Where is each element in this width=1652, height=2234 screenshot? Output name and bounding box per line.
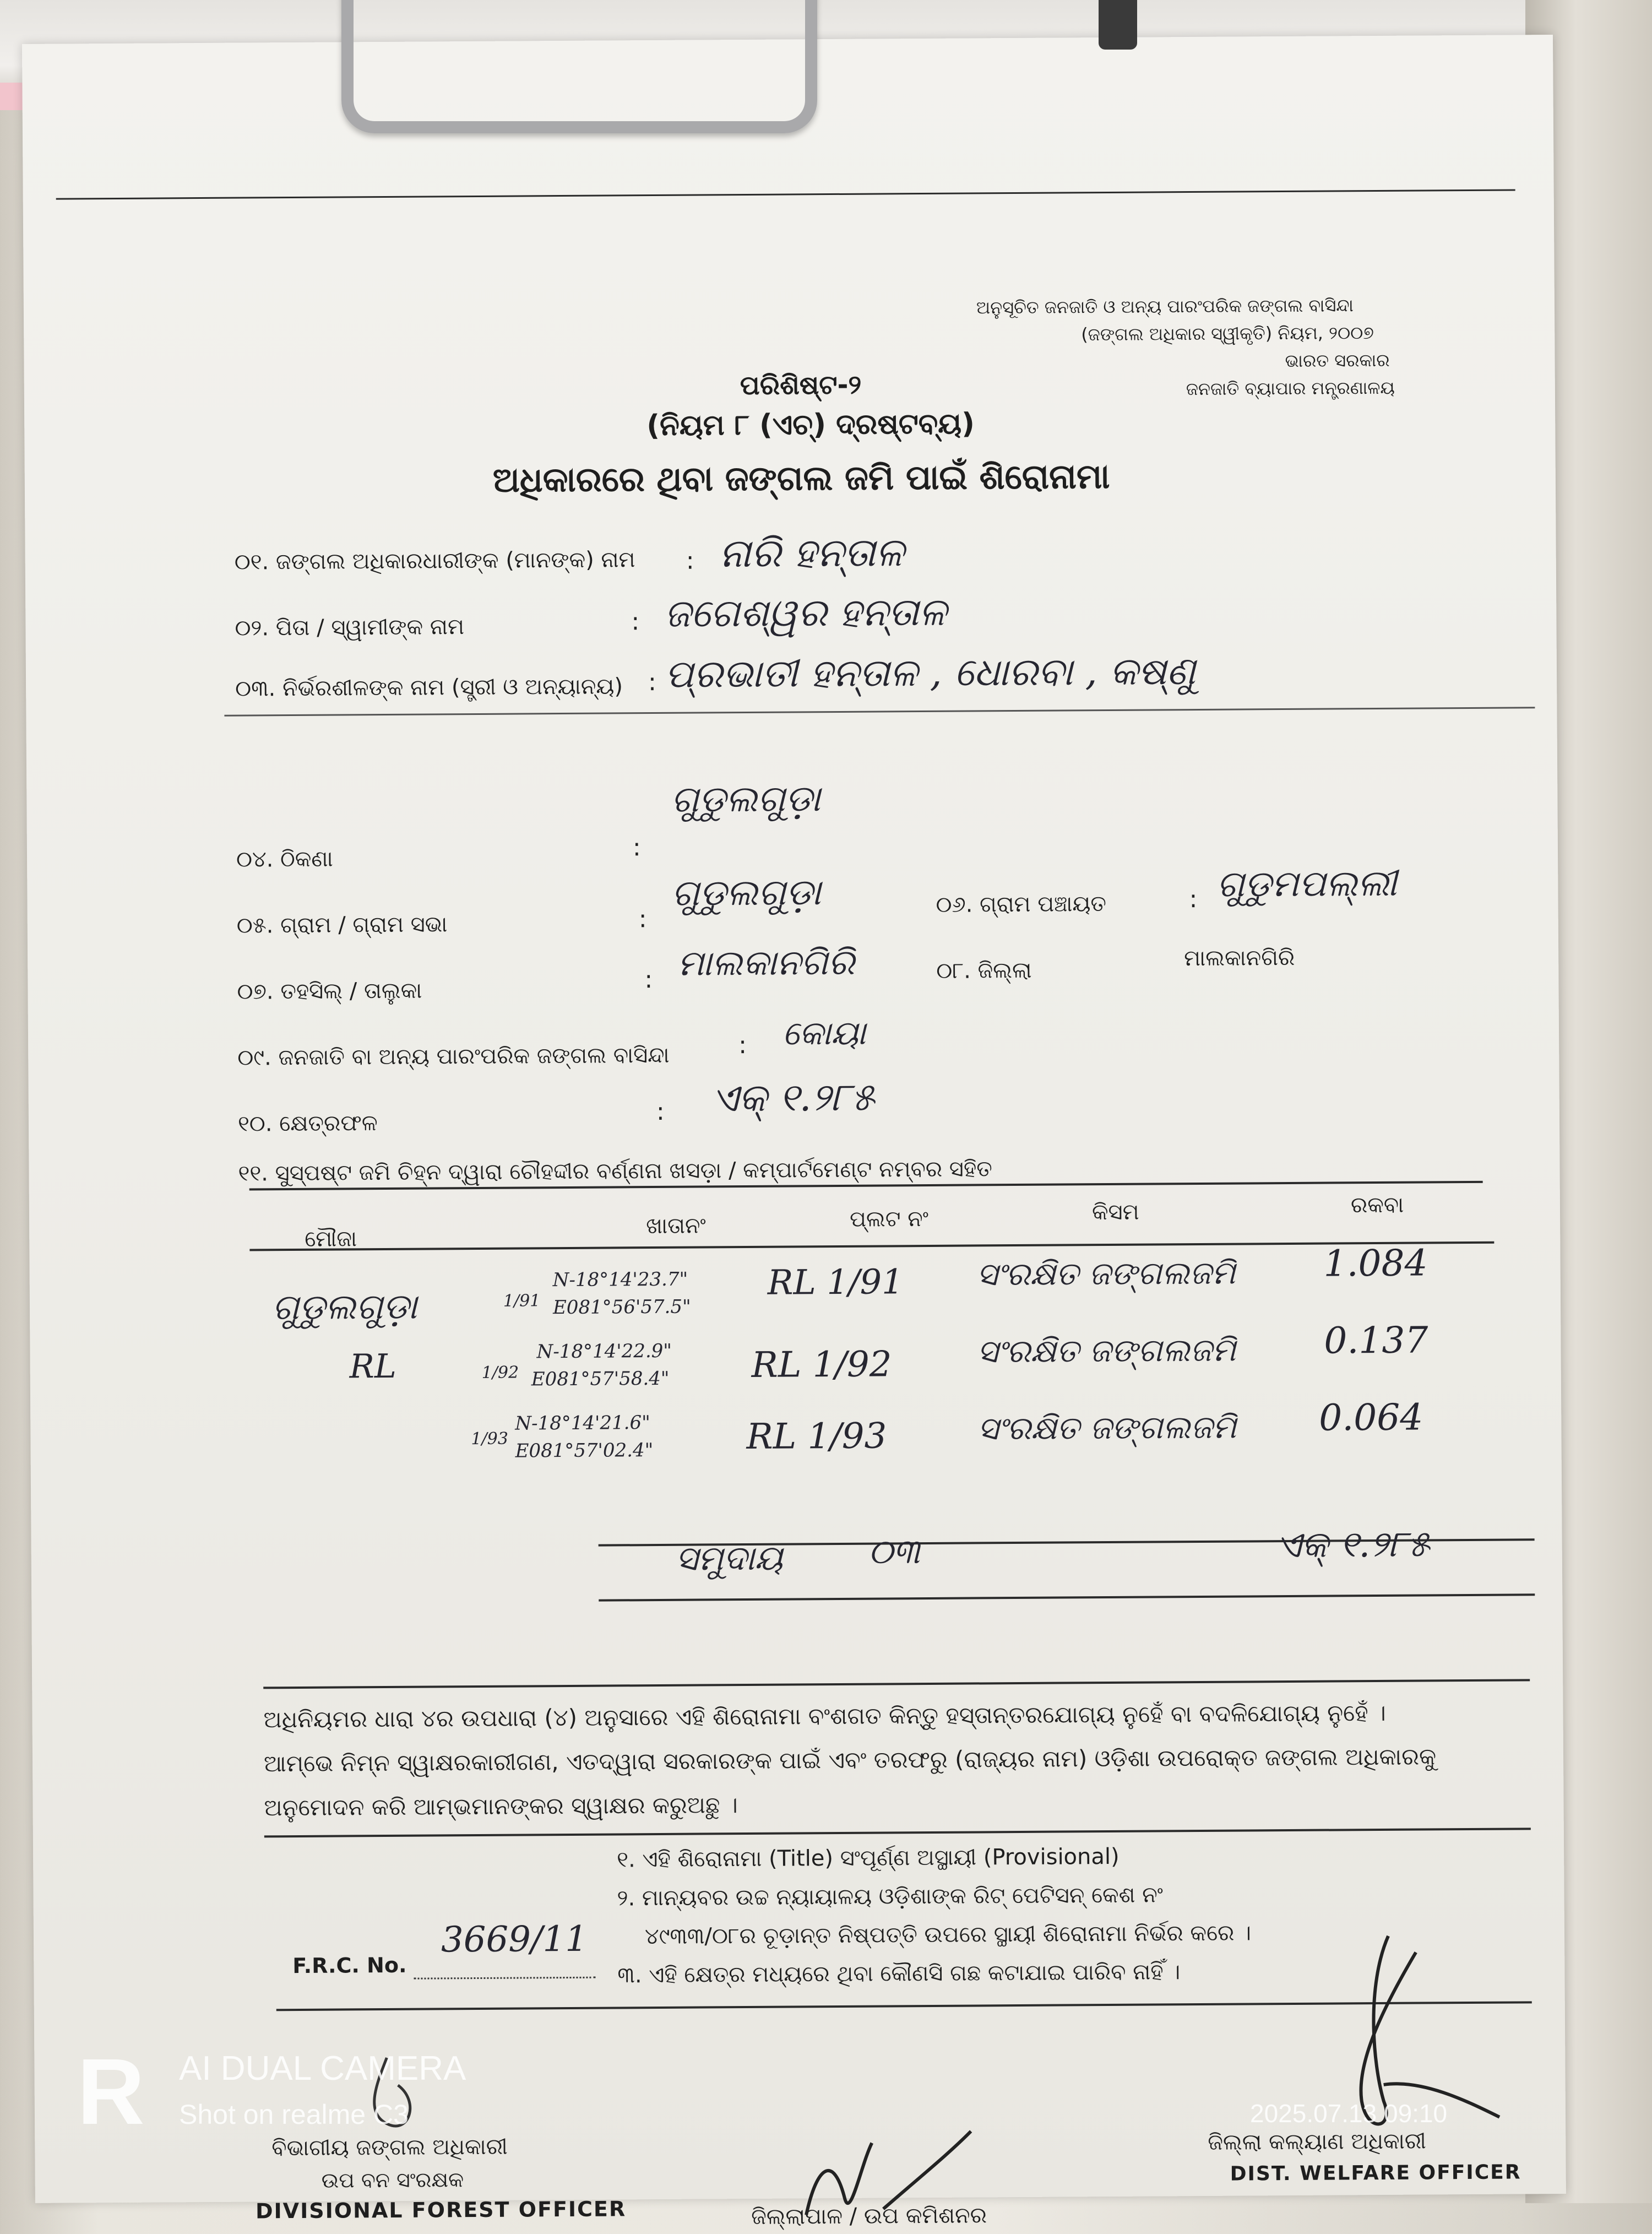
row-plot-id: 1/92 — [481, 1363, 519, 1382]
field-address-label: ୦୪. ଠିକଣା — [236, 846, 333, 872]
top-rule — [56, 189, 1515, 199]
handwritten-signature-center — [784, 2120, 993, 2220]
row-plot-id: 1/91 — [503, 1291, 541, 1311]
declaration-top-rule — [263, 1679, 1530, 1689]
realme-logo: R — [77, 2040, 145, 2144]
field-dependents-label: ୦୩. ନିର୍ଭରଶୀଳଙ୍କ ନାମ (ସ୍ତ୍ରୀ ଓ ଅନ୍ୟାନ୍ୟ) — [235, 674, 623, 702]
colon: : — [656, 1097, 665, 1126]
page-title: ଅଧିକାରରେ ଥିବା ଜଙ୍ଗଲ ଜମି ପାଇଁ ଶିରୋନାମା — [492, 456, 1110, 500]
col-header-mouza: ମୌଜା — [305, 1226, 357, 1252]
clipboard-knob — [1099, 0, 1137, 50]
field-dependents-value: ପ୍ରଭାତୀ ହନ୍ତାଳ , ଧୋରବା , କଷ୍ଣୁ — [664, 648, 1196, 697]
annex-label: ପରିଶିଷ୍ଟ-୨ — [740, 369, 862, 402]
dwo-english-title: DIST. WELFARE OFFICER — [1230, 2161, 1521, 2186]
field-village-label: ୦୫. ଗ୍ରାମ / ଗ୍ରାମ ସଭା — [236, 912, 448, 939]
clipboard-clip — [341, 0, 817, 133]
field-district-value: ମାଲକାନଗିରି — [1184, 945, 1295, 972]
field-tahsil-value: ମାଲକାନଗିରି — [677, 942, 855, 984]
row-plot: RL 1/91 — [767, 1261, 904, 1303]
document-sheet — [22, 35, 1566, 2230]
col-header-kisam: କିସମ — [1091, 1199, 1139, 1226]
field-boundary-label: ୧୧. ସୁସ୍ପଷ୍ଟ ଜମି ଚିହ୍ନ ଦ୍ୱାରା ଚୌହଦ୍ଦୀର ବର୍ଣ୍ଣନା ଖସଡ଼ା / କମ୍ପାର୍ଟମେଣ୍ଟ ନମ୍ବର ସହିତ — [238, 1156, 992, 1186]
header-govt: ଭାରତ ସରକାର — [1285, 349, 1390, 371]
field-panchayat-label: ୦୬. ଗ୍ରାମ ପଞ୍ଚାୟତ — [936, 891, 1107, 918]
header-ministry: ଜନଜାତି ବ୍ୟାପାର ମନ୍ତ୍ରଣାଳୟ — [1186, 377, 1395, 400]
field-tahsil-label: ୦୭. ତହସିଲ୍ / ତାଲୁକା — [237, 978, 422, 1005]
table-header-rule — [249, 1241, 1494, 1251]
notes-top-rule — [264, 1828, 1531, 1837]
dwo-odia-title: ଜିଲ୍ଲା କଲ୍ୟାଣ ଅଧିକାରୀ — [1208, 2128, 1426, 2155]
frc-label: F.R.C. No. — [292, 1953, 407, 1978]
colon: : — [644, 966, 653, 994]
note-3: ୩. ଏହି କ୍ଷେତ୍ର ମଧ୍ୟରେ ଥିବା କୌଣସି ଗଛ କଟାଯାଇ ପାରିବ ନାହିଁ । — [617, 1959, 1181, 1988]
dependents-underline — [224, 707, 1535, 717]
note-1: ୧. ଏହି ଶିରୋନାମା (Title) ସଂପୂର୍ଣ୍ଣ ଅସ୍ଥାୟୀ (Provisional) — [617, 1843, 1120, 1873]
colon: : — [686, 546, 694, 575]
declaration-line1: ଅଧିନିୟମର ଧାରା ୪ର ଉପଧାରା (୪) ଅନୁସାରେ ଏହି ଶିରୋନାମା ବଂଶଗତ କିନ୍ତୁ ହସ୍ତାନ୍ତରଯୋଗ୍ୟ ନୁହେଁ ବା ବଦଳିଯୋଗ୍ୟ ନୁହେଁ । — [263, 1699, 1387, 1733]
dfo-odia-title: ବିଭାଗୀୟ ଜଙ୍ଗଲ ଅଧିକାରୀ — [271, 2134, 508, 2161]
row-kisam: ସଂରକ୍ଷିତ ଜଙ୍ଗଲଜମି — [977, 1408, 1237, 1447]
field-rights-holder-value: ନାରି ହନ୍ତାଳ — [719, 529, 905, 577]
row-long: E081°57'58.4" — [531, 1367, 670, 1391]
header-act-line2: (ଜଙ୍ଗଲ ଅଧିକାର ସ୍ୱୀକୃତି) ନିୟମ, ୨୦୦୭ — [1081, 322, 1374, 345]
col-header-area: ରକବା — [1350, 1192, 1404, 1218]
watermark-datetime: 2025.07.13 09:10 — [1250, 2099, 1448, 2128]
declaration-line2: ଆମ୍ଭେ ନିମ୍ନ ସ୍ୱାକ୍ଷରକାରୀଗଣ, ଏତଦ୍ୱାରା ସରକାରଙ୍କ ପାଇଁ ଏବଂ ତରଫରୁ (ରାଜ୍ୟର ନାମ) ଓଡ଼ିଶା ଉପରୋକ୍ତ ଜଙ୍ଗଲ ଅଧିକାରକୁ — [263, 1743, 1437, 1777]
row-area: 0.137 — [1324, 1319, 1428, 1362]
row-plot: RL 1/93 — [746, 1416, 887, 1458]
row-plot-id: 1/93 — [471, 1429, 508, 1449]
field-village-value: ଗୁଡୁଲଗୁଡ଼ା — [671, 871, 822, 914]
table-mouza-sub: RL — [349, 1347, 396, 1386]
colon: : — [638, 905, 647, 934]
note-2: ୨. ମାନ୍ୟବର ଉଚ୍ଚ ନ୍ୟାୟାଳୟ ଓଡ଼ିଶାଙ୍କ ରିଟ୍ ପେଟିସନ୍ କେଶ ନଂ — [617, 1882, 1164, 1911]
frc-value: 3669/11 — [441, 1918, 588, 1961]
rule-reference: (ନିୟମ ୮ (ଏଚ୍) ଦ୍ରଷ୍ଟବ୍ୟ) — [646, 407, 975, 443]
field-father-value: ଜଗେଶ୍ୱର ହନ୍ତାଳ — [664, 589, 947, 636]
row-lat: N-18°14'22.9" — [536, 1340, 672, 1363]
dfo-english-title: DIVISIONAL FOREST OFFICER — [255, 2197, 627, 2224]
dfo-odia-subtitle: ଉପ ବନ ସଂରକ୍ଷକ — [321, 2167, 464, 2193]
row-long: E081°57'02.4" — [515, 1439, 654, 1462]
row-kisam: ସଂରକ୍ଷିତ ଜଙ୍ଗଲଜମି — [977, 1331, 1236, 1370]
field-panchayat-value: ଗୁଡୁମପଲ୍ଲୀ — [1216, 861, 1398, 905]
row-area: 0.064 — [1319, 1396, 1423, 1439]
note-2-continued: ୪୯୩୩/୦୮ର ଚୂଡ଼ାନ୍ତ ନିଷ୍ପତ୍ତି ଉପରେ ସ୍ଥାୟୀ ଶିରୋନାମା ନିର୍ଭର କରେ । — [644, 1920, 1252, 1950]
row-plot: RL 1/92 — [751, 1344, 892, 1386]
row-kisam: ସଂରକ୍ଷିତ ଜଙ୍ଗଲଜମି — [976, 1254, 1236, 1293]
total-count: ୦୩ — [868, 1531, 920, 1572]
colon: : — [631, 608, 640, 636]
total-label: ସମୁଦାୟ — [675, 1537, 783, 1579]
collector-title: ଜିଲ୍ଲାପାଳ / ଉପ କମିଶନର — [751, 2203, 987, 2230]
watermark-shot: Shot on realme C3 — [179, 2099, 409, 2130]
field-rights-holder-label: ୦୧. ଜଙ୍ଗଲ ଅଧିକାରଧାରୀଙ୍କ (ମାନଙ୍କ) ନାମ — [234, 547, 635, 575]
row-area: 1.084 — [1323, 1241, 1428, 1285]
colon: : — [648, 668, 657, 697]
watermark-camera: AI DUAL CAMERA — [179, 2049, 466, 2087]
declaration-line3: ଅନୁମୋଦନ କରି ଆମ୍ଭମାନଙ୍କର ସ୍ୱାକ୍ଷର କରୁଅଛୁ । — [264, 1791, 738, 1821]
col-header-khata: ଖାତାନଂ — [645, 1213, 706, 1239]
field-area-label: ୧୦. କ୍ଷେତ୍ରଫଳ — [237, 1110, 378, 1137]
field-tribe-label: ୦୯. ଜନଜାତି ବା ଅନ୍ୟ ପାରଂପରିକ ଜଙ୍ଗଲ ବାସିନ୍ଦା — [237, 1042, 670, 1071]
field-tribe-value: କୋୟା — [782, 1013, 866, 1053]
table-mouza-value: ଗୁଡୁଲଗୁଡ଼ା — [271, 1286, 417, 1329]
colon: : — [738, 1031, 747, 1060]
header-act-line1: ଅନୁସୂଚିତ ଜନଜାତି ଓ ଅନ୍ୟ ପାରଂପରିକ ଜଙ୍ଗଲ ବାସିନ୍ଦା — [976, 295, 1354, 318]
field-area-value: ଏକ୍ ୧.୨୮୫ — [711, 1074, 875, 1121]
frc-dotted-line — [414, 1977, 595, 1981]
row-lat: N-18°14'21.6" — [515, 1412, 650, 1435]
field-father-label: ୦୨. ପିତା / ସ୍ୱାମୀଙ୍କ ନାମ — [235, 614, 465, 641]
row-lat: N-18°14'23.7" — [552, 1268, 688, 1292]
field-district-label: ୦୮. ଜିଲ୍ଲା — [936, 957, 1032, 984]
colon: : — [1189, 885, 1198, 914]
row-long: E081°56'57.5" — [552, 1295, 691, 1319]
col-header-plot: ପ୍ଲଟ ନଂ — [849, 1206, 929, 1232]
total-bottom-rule — [599, 1593, 1535, 1601]
colon: : — [632, 833, 641, 862]
field-address-value: ଗୁଡୁଲଗୁଡ଼ା — [671, 777, 821, 821]
total-area: ଏକ୍ ୧.୨୮୫ — [1275, 1522, 1430, 1566]
